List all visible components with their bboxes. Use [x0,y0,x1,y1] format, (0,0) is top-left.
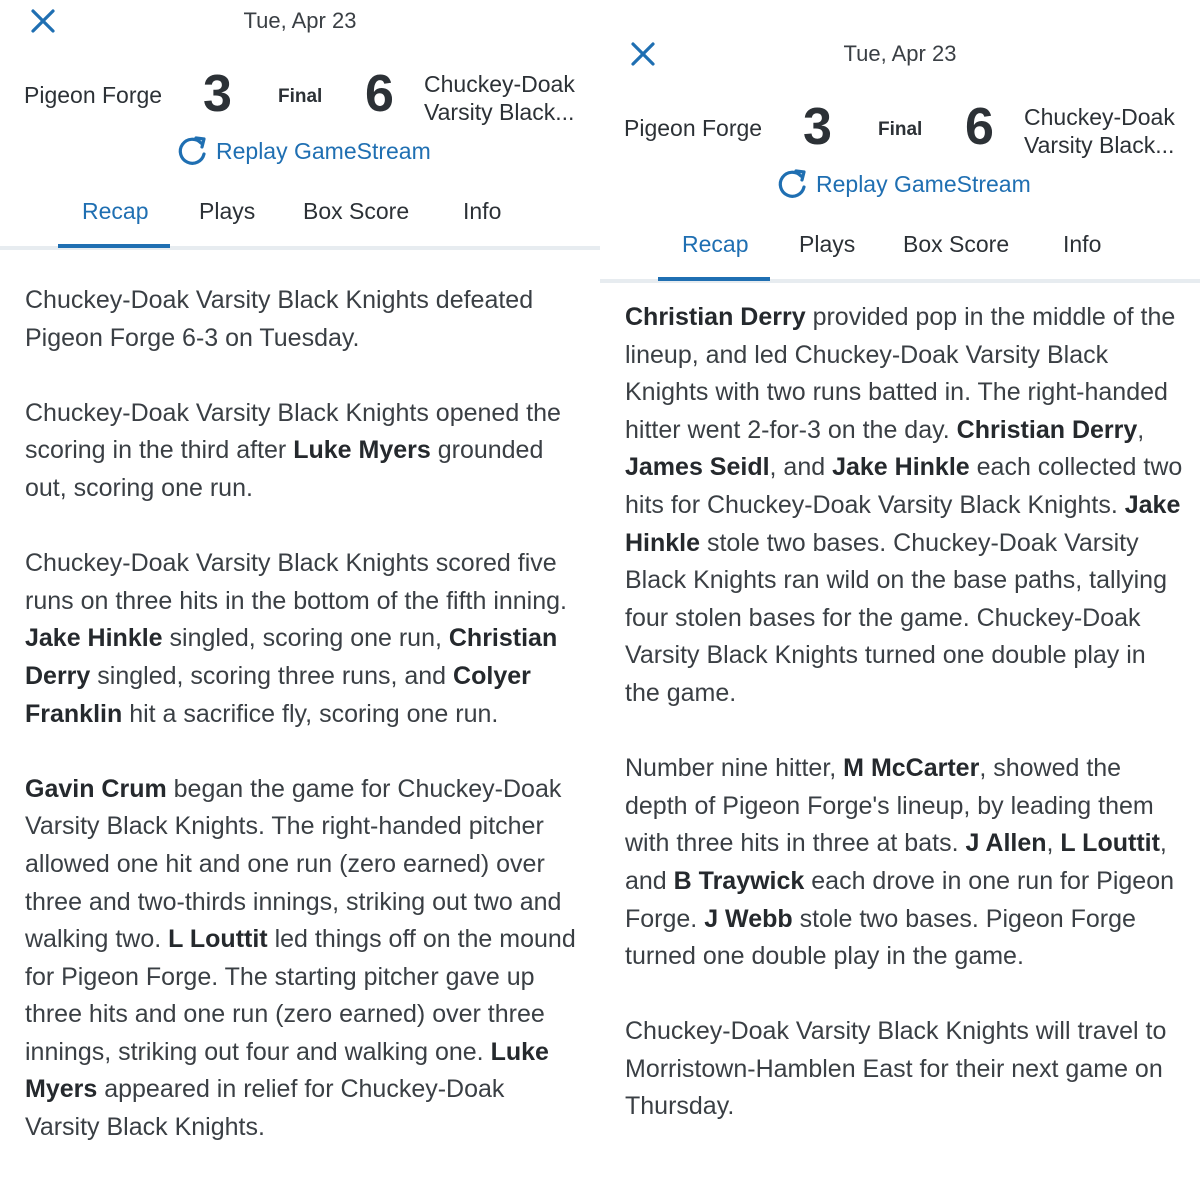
player-name: Gavin Crum [25,774,167,803]
tab-plays[interactable]: Plays [199,198,256,224]
tab-recap[interactable]: Recap [82,198,149,224]
home-team-score: 3 [803,98,832,156]
recap-text-span: Number nine hitter, [625,754,844,783]
recap-text-span: provided pop in the middle of the lineup, and led Chuckey-Doak Varsity Black Knights with two runs batted in. The right-handed hitter went 2-for-3 on the day. [625,303,1176,444]
right-screenshot-panel [600,0,1200,1200]
recap-text-span: led things off on the mound for Pigeon Forge. The starting pitcher gave up three hits and one run (zero earned) over three innings, striking out four and walking one. [25,925,576,1066]
player-name: L Louttit [1060,829,1160,858]
replay-gamestream-label: Replay GameStream [216,137,431,164]
player-name: Luke Myers [293,436,431,465]
away-team-name [1024,103,1194,159]
replay-icon [774,167,810,201]
game-date-text: Tue, Apr 23 [243,8,357,33]
recap-text-span: singled, scoring one run, [162,624,449,653]
replay-icon [174,134,210,168]
tab-recap[interactable]: Recap [682,231,749,257]
recap-text [625,299,1185,1164]
away-team-name-line1: Chuckey-Doak [1024,104,1175,130]
recap-text-span: hit a sacrifice fly, scoring one run. [122,699,499,728]
active-tab-indicator [58,244,170,248]
tab-plays[interactable]: Plays [799,231,856,257]
game-status: Final [278,86,323,107]
player-name: Colyer Franklin [25,661,531,728]
recap-text-span: Chuckey-Doak Varsity Black Knights scored five runs on three hits in the bottom of the fifth inning. [25,549,567,615]
player-name: Jake Hinkle [625,490,1181,557]
player-name: Christian Derry [956,415,1138,444]
tab-box-score[interactable]: Box Score [903,231,1010,257]
player-name: Jake Hinkle [25,624,163,653]
tab-bar [0,190,600,248]
recap-paragraph [25,545,585,733]
recap-text-span: , showed the depth of Pigeon Forge's lineup, by leading them with three hits in three at bats. [625,754,1154,858]
player-name: Jake Hinkle [832,453,970,482]
active-tab-indicator [658,277,770,281]
away-team-score: 6 [965,98,994,156]
away-team-name-line1: Chuckey-Doak [424,71,575,97]
player-name: Luke Myers [25,1037,549,1104]
player-name: L Louttit [168,925,268,954]
recap-paragraph [625,299,1185,713]
recap-text-span: appeared in relief for Chuckey-Doak Varsity Black Knights. [25,1075,505,1142]
recap-text-span: , and [625,829,1167,895]
recap-text-span: began the game for Chuckey-Doak Varsity Black Knights. The right-handed pitcher allowed one hit and one run (zero earned) over three and two-thirds innings, striking out two and walking two. [25,774,562,954]
recap-text-span: , and [769,453,833,482]
game-status: Final [878,119,923,140]
recap-text-span: Chuckey-Doak Varsity Black Knights will travel to Morristown-Hamblen East for their next game on Thursday. [625,1017,1167,1121]
home-team-name: Pigeon Forge [24,82,163,108]
recap-text-span: stole two bases. Chuckey-Doak Varsity Black Knights ran wild on the base paths, tallying four stolen bases for the game. Chuckey-Doak Varsity Black Knights turned one double play in the game. [625,528,1167,707]
player-name: J Webb [704,904,793,933]
tab-box-score[interactable]: Box Score [303,198,410,224]
replay-gamestream-label: Replay GameStream [816,170,1031,197]
home-team-name: Pigeon Forge [624,115,763,141]
player-name: J Allen [965,829,1047,858]
recap-text-span: stole two bases. Pigeon Forge turned one double play in the game. [625,904,1136,971]
tab-info[interactable]: Info [463,198,502,224]
player-name: James Seidl [625,453,770,482]
recap-paragraph [625,1013,1185,1126]
game-date [0,8,600,34]
recap-paragraph [25,771,585,1147]
away-team-name [424,70,594,126]
game-date [600,41,1200,67]
recap-paragraph [25,282,585,357]
recap-paragraph [625,750,1185,976]
recap-text-span: each collected two hits for Chuckey-Doak Varsity Black Knights. [625,453,1183,519]
replay-gamestream-button[interactable] [774,167,1031,201]
away-team-name-line2: Varsity Black... [1024,132,1175,158]
replay-gamestream-button[interactable] [174,134,431,168]
recap-text-span: Chuckey-Doak Varsity Black Knights opened the scoring in the third after [25,398,561,465]
player-name: M McCarter [843,754,980,783]
recap-text-span: , [1137,415,1145,444]
recap-text-span: each drove in one run for Pigeon Forge. [625,866,1175,933]
recap-paragraph [25,395,585,508]
recap-text-span: , [1046,829,1061,858]
player-name: B Traywick [673,866,805,895]
player-name: Christian Derry [25,624,558,690]
recap-text-span: singled, scoring three runs, and [90,661,454,690]
recap-text-span: Chuckey-Doak Varsity Black Knights defeated Pigeon Forge 6-3 on Tuesday. [25,286,534,352]
home-team-score: 3 [203,65,232,123]
tab-info[interactable]: Info [1063,231,1102,257]
recap-text [25,282,585,1184]
player-name: Christian Derry [625,303,806,331]
away-team-name-line2: Varsity Black... [424,99,575,125]
away-team-score: 6 [365,65,394,123]
game-date-text: Tue, Apr 23 [843,41,957,66]
recap-text-span: grounded out, scoring one run. [25,436,544,502]
tab-bar [600,223,1200,281]
